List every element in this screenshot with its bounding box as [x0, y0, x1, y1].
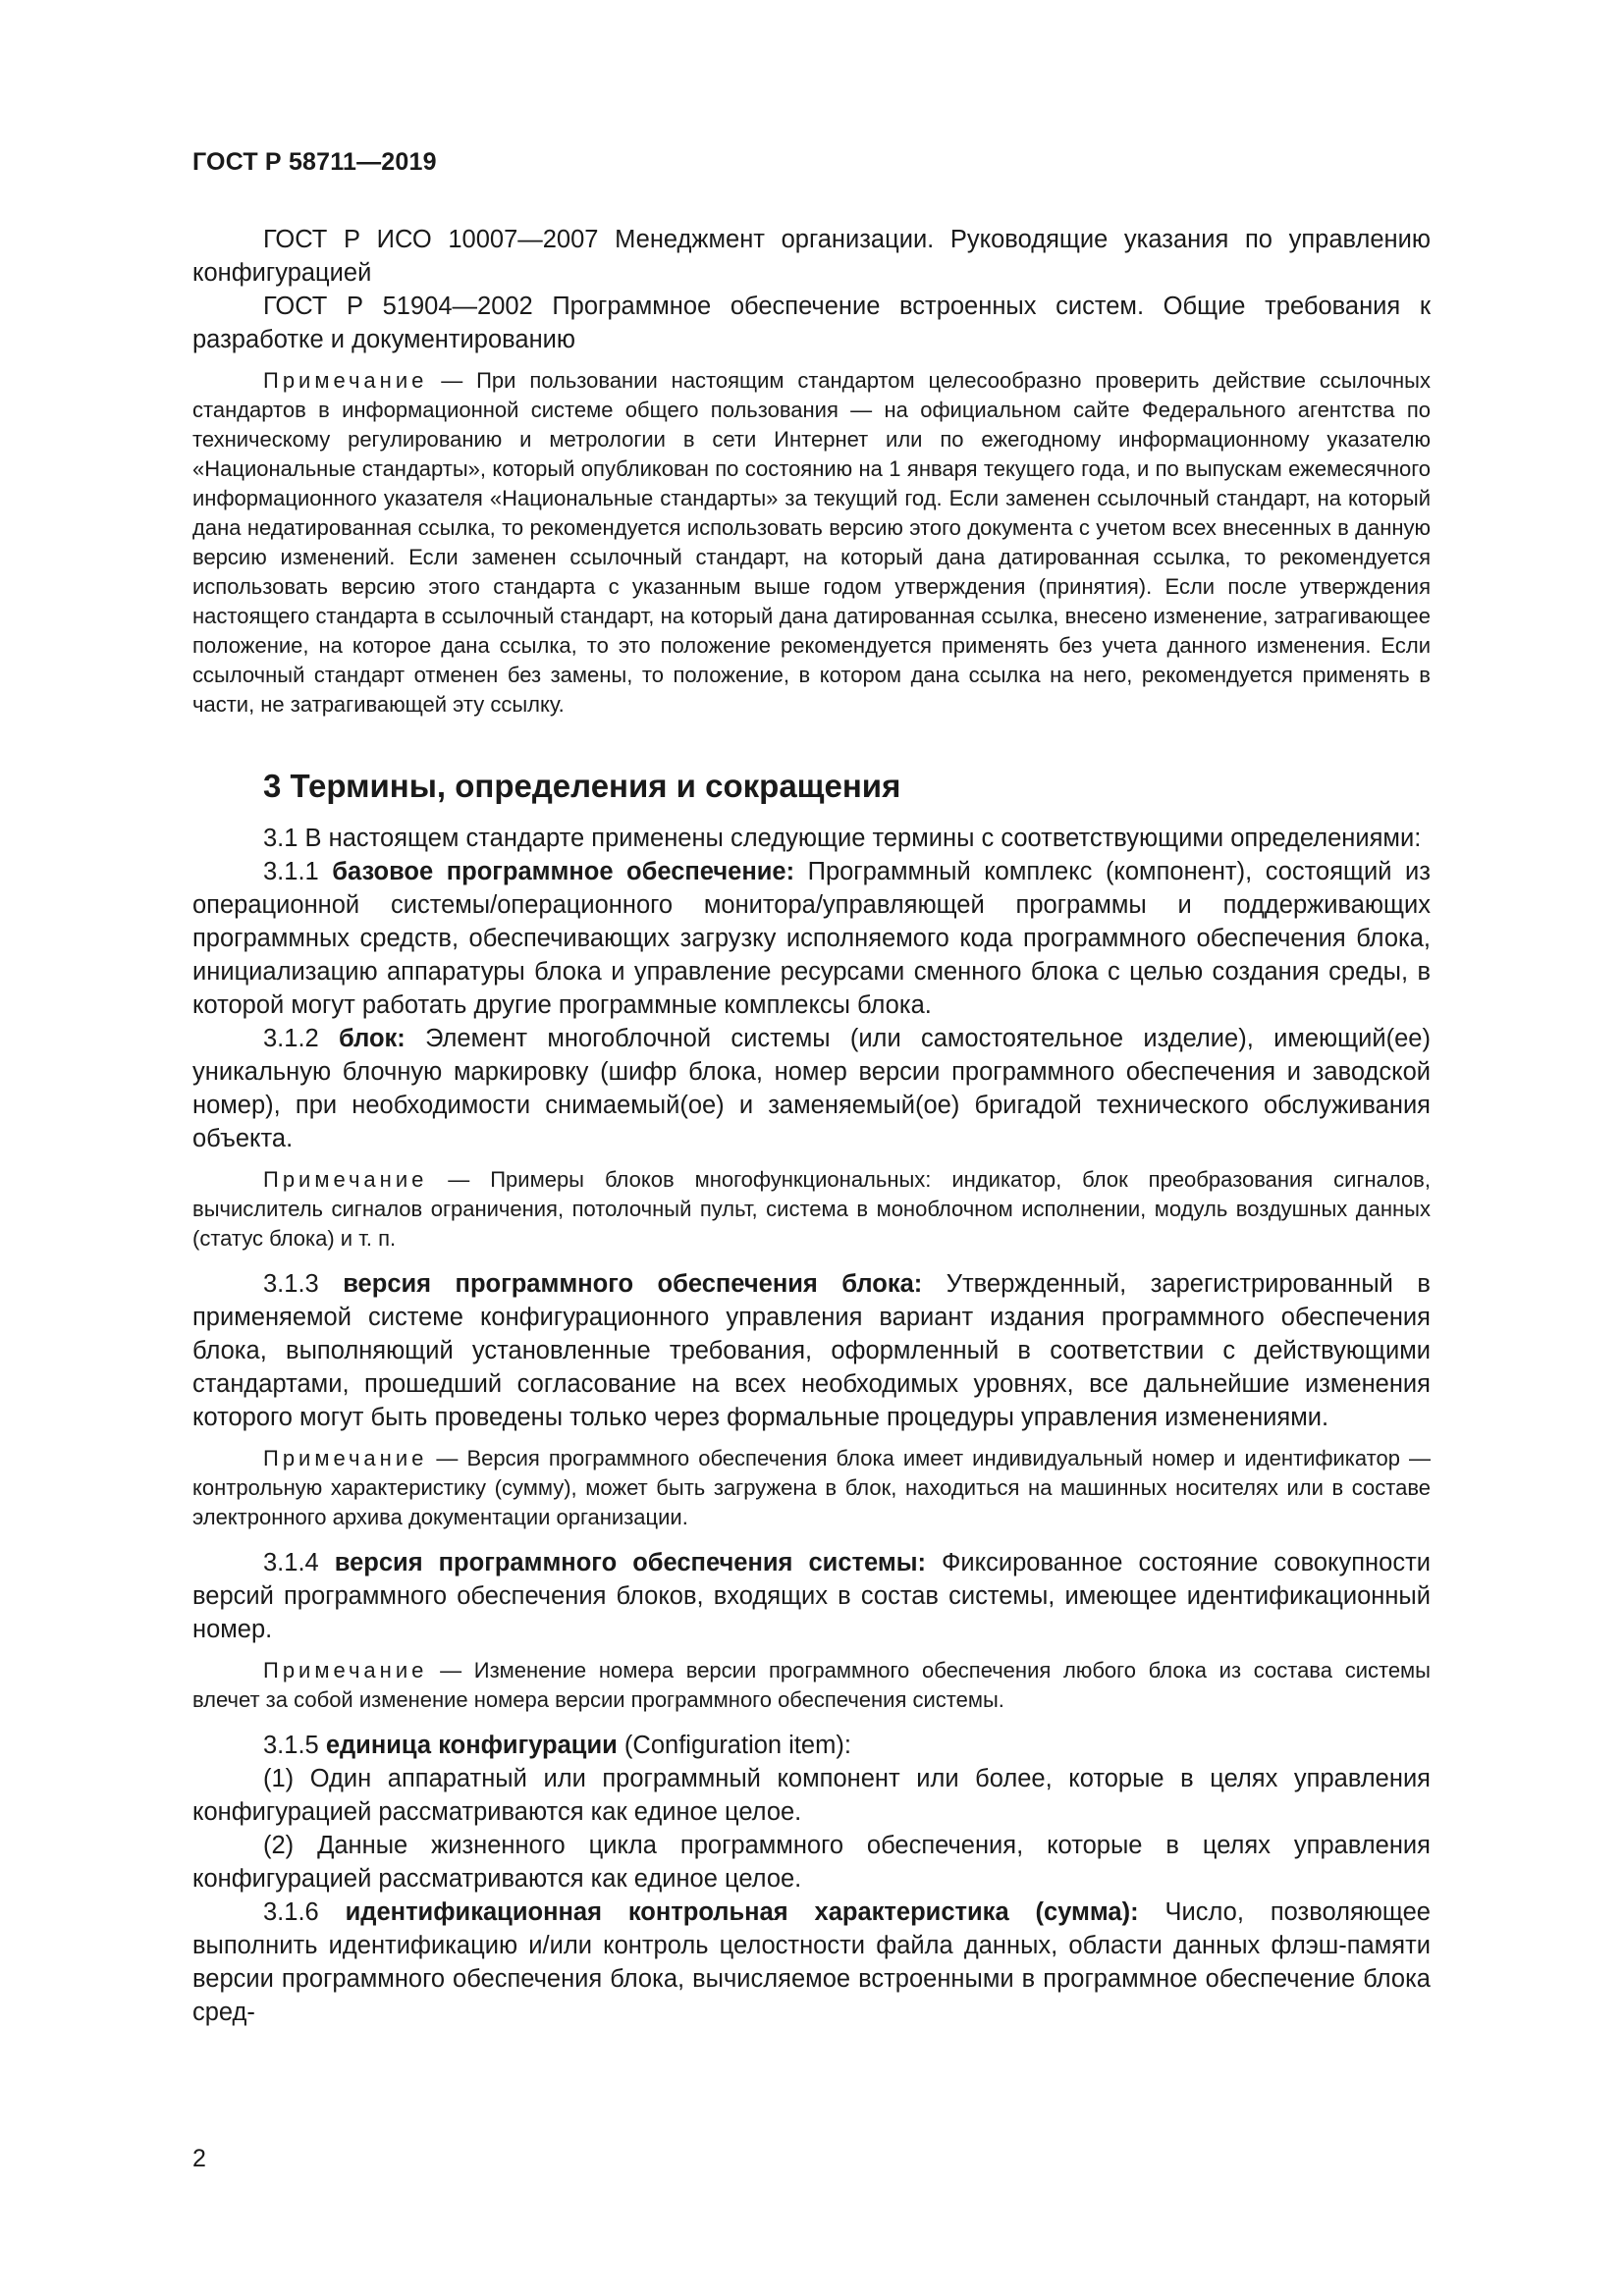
- term-name: версия программного обеспечения блока:: [343, 1270, 923, 1298]
- term-3-1-4: [192, 1546, 1431, 1646]
- term-number: 3.1.3: [263, 1270, 344, 1298]
- term-number: 3.1.1: [263, 858, 333, 885]
- note-3-1-4: [192, 1656, 1431, 1715]
- term-number: 3.1.6: [263, 1898, 346, 1926]
- note-label: Примечание: [263, 1167, 428, 1192]
- term-3-1-6: [192, 1896, 1431, 2029]
- term-number: 3.1.5: [263, 1732, 326, 1759]
- note-text: — При пользовании настоящим стандартом целесообразно проверить действие ссылочных стандартов в информационной системе общего пользования — на официальном сайте Федерального агентства по техническому регулированию и метрологии в сети Интернет или по ежегодному информационному указателю «Национальные стандарты», который опубликован по состоянию на 1 января текущего года, и по выпускам ежемесячного информационного указателя «Национальные стандарты» за текущий год. Если заменен ссылочный стандарт, на который дана недатированная ссылка, то рекомендуется использовать версию этого документа с учетом всех внесенных в данную версию изменений. Если заменен ссылочный стандарт, на который дана датированная ссылка, то рекомендуется использовать версию этого стандарта с указанным выше годом утверждения (принятия). Если после утверждения настоящего стандарта в ссылочный стандарт, на который дана датированная ссылка, внесено изменение, затрагивающее положение, на которое дана ссылка, то это положение рекомендуется применять без учета данного изменения. Если ссылочный стандарт отменен без замены, то положение, в котором дана ссылка на него, рекомендуется применять в части, не затрагивающей эту ссылку.: [192, 368, 1431, 717]
- note-text: — Версия программного обеспечения блока имеет индивидуальный номер и идентификатор — контрольную характеристику (сумму), может быть загружена в блок, находиться на машинных носителях или в составе электронного архива документации организации.: [192, 1446, 1431, 1529]
- document-body: [192, 223, 1431, 2029]
- term-definition: Число, позволяющее выполнить идентификацию и/или контроль целостности файла данных, области данных флэш-памяти версии программного обеспечения блока, вычисляемое встроенными в программное обеспечение блока сред-: [192, 1898, 1431, 2026]
- note-label: Примечание: [263, 368, 428, 393]
- note-text: — Изменение номера версии программного обеспечения любого блока из состава системы влечет за собой изменение номера версии программного обеспечения системы.: [192, 1658, 1431, 1712]
- note-label: Примечание: [263, 1658, 428, 1682]
- term-name: версия программного обеспечения системы:: [334, 1549, 926, 1576]
- term-3-1-2: [192, 1022, 1431, 1155]
- page-number: 2: [192, 2145, 206, 2172]
- term-number: 3.1.2: [263, 1025, 339, 1052]
- term-name: единица конфигурации: [325, 1732, 618, 1759]
- term-3-1-3: [192, 1267, 1431, 1434]
- note-label: Примечание: [263, 1446, 428, 1470]
- note-text: — Примеры блоков многофункциональных: индикатор, блок преобразования сигналов, вычислитель сигналов ограничения, потолочный пульт, система в моноблочном исполнении, модуль воздушных данных (статус блока) и т. п.: [192, 1167, 1431, 1251]
- term-3-1-1: [192, 855, 1431, 1022]
- section-title: 3 Термины, определения и сокращения: [263, 768, 901, 804]
- clause-3-1: 3.1 В настоящем стандарте применены следующие термины с соответствующими определениями:: [263, 825, 1422, 852]
- term-definition: Элемент многоблочной системы (или самостоятельное изделие), имеющий(ее) уникальную блочную маркировку (шифр блока, номер версии программного обеспечения и заводской номер), при необходимости снимаемый(ое) и заменяемый(ое) бригадой технического обслуживания объекта.: [192, 1025, 1431, 1152]
- term-3-1-5-item: (2) Данные жизненного цикла программного обеспечения, которые в целях управления конфигурацией рассматриваются как единое целое.: [192, 1832, 1431, 1893]
- term-name: базовое программное обеспечение:: [332, 858, 795, 885]
- reference-entry: ГОСТ Р 51904—2002 Программное обеспечение встроенных систем. Общие требования к разработке и документированию: [192, 293, 1431, 353]
- term-number: 3.1.4: [263, 1549, 335, 1576]
- reference-entry: ГОСТ Р ИСО 10007—2007 Менеджмент организации. Руководящие указания по управлению конфигурацией: [192, 226, 1431, 287]
- document-header: ГОСТ Р 58711—2019: [192, 148, 437, 176]
- term-name: блок:: [338, 1025, 406, 1052]
- term-3-1-5-item: (1) Один аппаратный или программный компонент или более, которые в целях управления конфигурацией рассматриваются как единое целое.: [192, 1765, 1431, 1826]
- note-3-1-2: [192, 1165, 1431, 1254]
- note-references: [192, 366, 1431, 720]
- term-definition: Утвержденный, зарегистрированный в применяемой системе конфигурационного управления вариант издания программного обеспечения блока, выполняющий установленные требования, оформленный в соответствии с действующими стандартами, прошедший согласование на всех необходимых уровнях, все дальнейшие изменения которого могут быть проведены только через формальные процедуры управления изменениями.: [192, 1270, 1431, 1431]
- term-3-1-5: [192, 1729, 1431, 1762]
- term-name: идентификационная контрольная характеристика (сумма):: [345, 1898, 1139, 1926]
- term-definition: (Configuration item):: [617, 1732, 851, 1759]
- term-definition: Фиксированное состояние совокупности версий программного обеспечения блоков, входящих в состав системы, имеющее идентификационный номер.: [192, 1549, 1431, 1643]
- note-3-1-3: [192, 1444, 1431, 1532]
- term-definition: Программный комплекс (компонент), состоящий из операционной системы/операционного монитора/управляющей программы и поддерживающих программных средств, обеспечивающих загрузку исполняемого кода программного обеспечения блока, инициализацию аппаратуры блока и управление ресурсами сменного блока с целью создания среды, в которой могут работать другие программные комплексы блока.: [192, 858, 1431, 1019]
